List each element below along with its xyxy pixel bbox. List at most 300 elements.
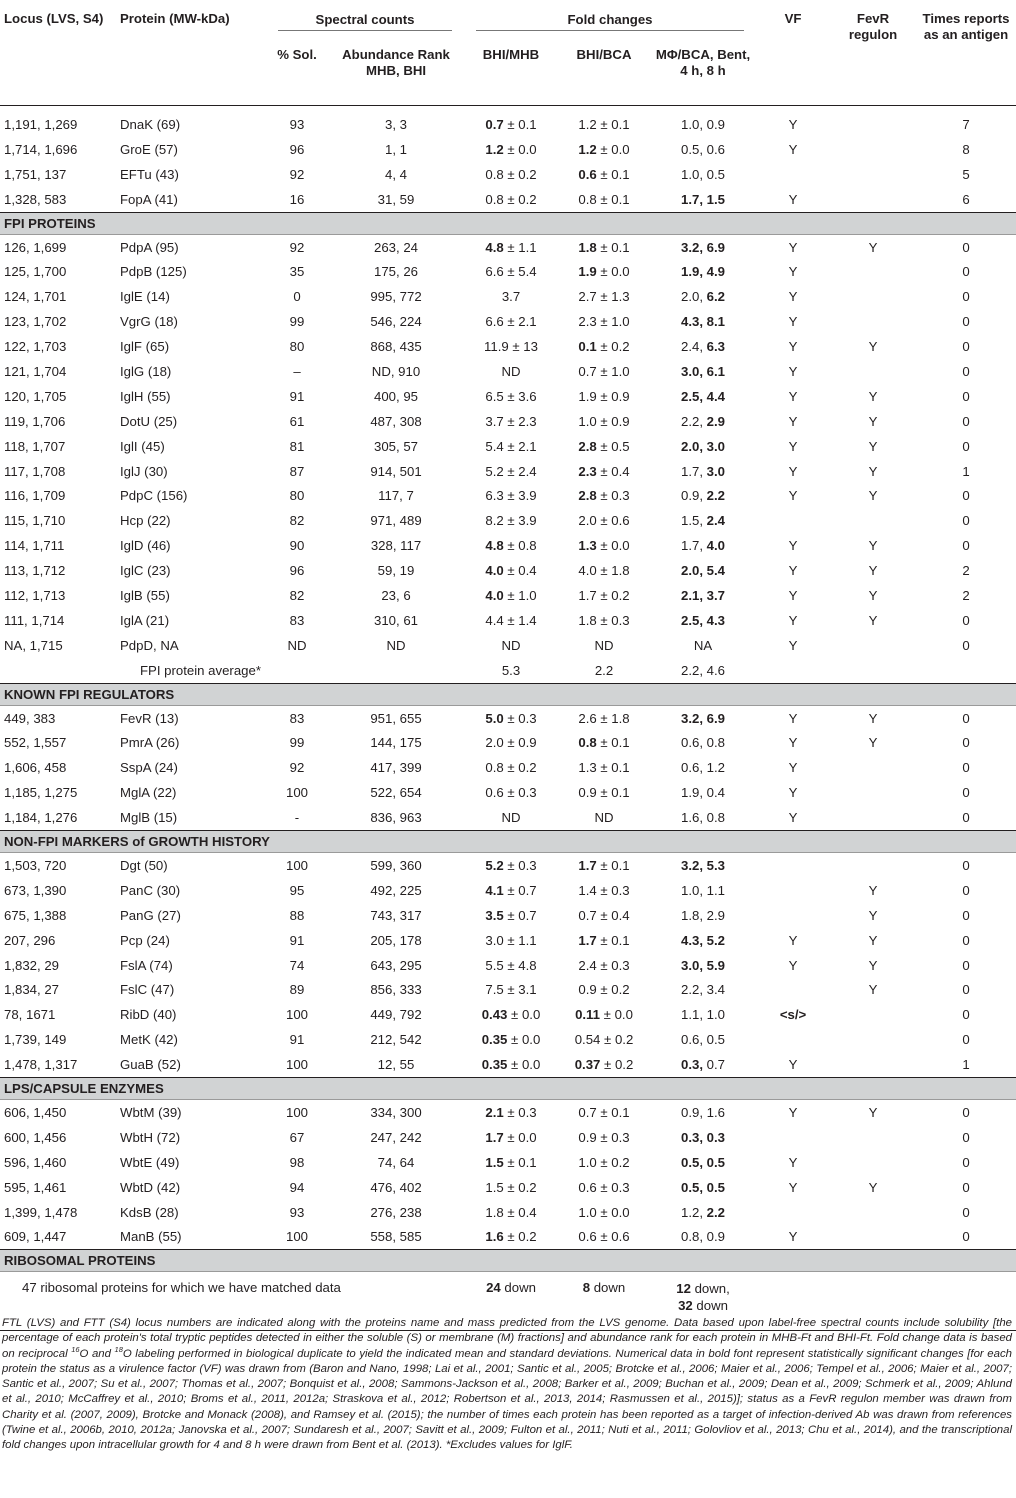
times-cell: 5 xyxy=(962,166,970,182)
bhi-bca-cell: 0.6 ± 0.3 xyxy=(578,1179,630,1195)
locus-cell: 1,751, 137 xyxy=(4,166,67,182)
protein-cell: FopA (41) xyxy=(120,191,178,207)
bhi-mhb-cell: ND xyxy=(501,363,521,379)
vf-cell: Y xyxy=(788,339,798,355)
solubility-cell: 90 xyxy=(289,538,305,554)
fevr-cell xyxy=(830,1225,916,1250)
mphi-cell: 1.6, 0.8 xyxy=(681,810,725,826)
locus-cell: 122, 1,703 xyxy=(4,339,67,355)
protein-cell: Dgt (50) xyxy=(120,857,168,873)
protein-cell: PmrA (26) xyxy=(120,735,180,751)
fevr-cell: Y xyxy=(868,463,878,479)
table-row xyxy=(0,608,1016,633)
solubility-cell: 100 xyxy=(285,1057,308,1073)
abundance-cell: 487, 308 xyxy=(370,413,422,429)
bhi-mhb-cell: 0.8 ± 0.2 xyxy=(485,760,537,776)
abundance-cell: 328, 117 xyxy=(370,538,422,554)
table-row xyxy=(0,953,1016,978)
bhi-bca-cell: 1.8 ± 0.1 xyxy=(578,239,630,255)
bhi-mhb-cell: 5.2 ± 2.4 xyxy=(485,463,537,479)
mphi-cell: 0.3, 0.7 xyxy=(681,1057,726,1073)
abundance-cell: 971, 489 xyxy=(370,513,422,529)
bhi-bca-cell: 0.9 ± 0.3 xyxy=(578,1129,630,1145)
table-row xyxy=(0,878,1016,903)
abundance-cell: 205, 178 xyxy=(370,932,422,948)
mphi-cell: 2.0, 5.4 xyxy=(681,563,725,579)
abundance-cell: ND, 910 xyxy=(371,363,421,379)
table-row xyxy=(0,1027,1016,1052)
fevr-cell xyxy=(830,309,916,334)
mphi-cell: 1.5, 2.4 xyxy=(681,513,726,529)
abundance-cell: 951, 655 xyxy=(370,710,422,726)
bhi-bca-cell: 0.37 ± 0.2 xyxy=(574,1057,634,1073)
fevr-cell: Y xyxy=(868,239,878,255)
protein-cell: IglH (55) xyxy=(120,388,171,404)
times-cell: 0 xyxy=(962,239,970,255)
fevr-cell xyxy=(830,359,916,384)
bhi-bca-cell: 1.0 ± 0.9 xyxy=(578,413,630,429)
vf-cell xyxy=(756,878,830,903)
fevr-cell xyxy=(830,1052,916,1077)
bhi-mhb-cell: 4.4 ± 1.4 xyxy=(485,612,537,628)
locus-cell: 600, 1,456 xyxy=(4,1129,67,1145)
bhi-bca-cell: 1.8 ± 0.3 xyxy=(578,612,630,628)
vf-cell xyxy=(756,853,830,878)
protein-cell: DnaK (69) xyxy=(120,116,181,132)
abundance-cell: 144, 175 xyxy=(370,735,422,751)
locus-cell: 1,714, 1,696 xyxy=(4,141,78,157)
mphi-cell: 2.4, 6.3 xyxy=(681,339,726,355)
table-row xyxy=(0,409,1016,434)
protein-cell: WbtD (42) xyxy=(120,1179,181,1195)
bhi-mhb-cell: 5.0 ± 0.3 xyxy=(485,710,537,726)
ribosomal-label: 47 ribosomal proteins for which we have matched data xyxy=(0,1272,464,1331)
table-row xyxy=(0,1125,1016,1150)
fevr-cell xyxy=(830,162,916,187)
bhi-bca-cell: 1.9 ± 0.9 xyxy=(578,388,630,404)
mphi-cell: 3.0, 5.9 xyxy=(681,957,725,973)
protein-cell: PdpC (156) xyxy=(120,488,188,504)
protein-cell: FslC (47) xyxy=(120,982,175,998)
fevr-cell: Y xyxy=(868,413,878,429)
mphi-cell: 0.3, 0.3 xyxy=(681,1129,725,1145)
bhi-mhb-cell: 4.1 ± 0.7 xyxy=(485,882,537,898)
times-cell: 0 xyxy=(962,810,970,826)
abundance-cell: 449, 792 xyxy=(370,1007,422,1023)
times-cell: 0 xyxy=(962,637,970,653)
mphi-cell: 0.5, 0.6 xyxy=(681,141,725,157)
abundance-cell: 643, 295 xyxy=(370,957,422,973)
times-cell: 0 xyxy=(962,907,970,923)
solubility-cell: 100 xyxy=(285,1105,308,1120)
abundance-cell: 400, 95 xyxy=(374,388,418,404)
vf-cell: Y xyxy=(788,810,798,826)
bhi-mhb-cell: 3.5 ± 0.7 xyxy=(485,907,537,923)
bhi-bca-cell: 0.9 ± 0.2 xyxy=(578,982,630,998)
bhi-mhb-cell: ND xyxy=(501,810,521,826)
solubility-cell: – xyxy=(293,363,301,379)
mphi-cell: 4.3, 5.2 xyxy=(681,932,725,948)
locus-cell: 595, 1,461 xyxy=(4,1179,67,1195)
fevr-cell: Y xyxy=(868,957,878,973)
bhi-bca-cell: 0.11 ± 0.0 xyxy=(575,1007,633,1023)
table-row xyxy=(0,384,1016,409)
locus-cell: 1,399, 1,478 xyxy=(4,1204,78,1220)
col-mphi: MΦ/BCA, Bent, 4 h, 8 h xyxy=(655,47,751,78)
protein-cell: IglF (65) xyxy=(120,339,170,355)
solubility-cell: 100 xyxy=(285,1229,308,1245)
protein-cell: Pcp (24) xyxy=(120,932,170,948)
times-cell: 2 xyxy=(962,563,970,579)
abundance-cell: 417, 399 xyxy=(370,760,422,776)
table-row xyxy=(0,755,1016,780)
bhi-mhb-cell: 6.3 ± 3.9 xyxy=(485,488,537,504)
average-label: FPI protein average* xyxy=(140,662,261,678)
table-row xyxy=(0,1175,1016,1200)
mphi-cell: 2.1, 3.7 xyxy=(681,587,725,603)
times-cell: 2 xyxy=(962,587,970,603)
bhi-bca-cell: 0.1 ± 0.2 xyxy=(578,339,630,355)
vf-cell: Y xyxy=(788,932,798,948)
locus-cell: 124, 1,701 xyxy=(4,289,67,305)
col-vf: VF xyxy=(784,11,802,26)
mphi-cell: 0.6, 0.5 xyxy=(681,1032,725,1048)
solubility-cell: 100 xyxy=(285,857,308,873)
times-cell: 0 xyxy=(962,1179,970,1195)
vf-cell: Y xyxy=(788,438,798,454)
abundance-cell: 310, 61 xyxy=(374,612,418,628)
mphi-cell: 2.0, 3.0 xyxy=(681,438,725,454)
solubility-cell: 16 xyxy=(289,191,305,207)
protein-cell: FslA (74) xyxy=(120,957,173,973)
solubility-cell: 93 xyxy=(289,116,305,132)
fevr-cell xyxy=(830,187,916,212)
fevr-cell xyxy=(830,1002,916,1027)
table-row xyxy=(0,137,1016,162)
protein-cell: GroE (57) xyxy=(120,141,178,157)
fevr-cell xyxy=(830,658,916,683)
bhi-mhb-cell: 3.0 ± 1.1 xyxy=(485,932,537,948)
table-row xyxy=(0,1052,1016,1077)
protein-cell: IglJ (30) xyxy=(120,463,168,479)
bhi-mhb-cell: 1.6 ± 0.2 xyxy=(485,1229,537,1245)
mphi-cell: 3.2, 5.3 xyxy=(681,857,725,873)
abundance-cell: 276, 238 xyxy=(370,1204,422,1220)
bhi-bca-cell: 2.4 ± 0.3 xyxy=(578,957,630,973)
bhi-bca-cell: 2.8 ± 0.5 xyxy=(578,438,630,454)
mphi-cell: 1.8, 2.9 xyxy=(681,907,725,923)
protein-cell: ManB (55) xyxy=(120,1229,182,1245)
mphi-cell: 1.0, 1.1 xyxy=(681,882,725,898)
locus-cell: 673, 1,390 xyxy=(4,882,67,898)
vf-cell: Y xyxy=(788,538,798,554)
table-row xyxy=(0,106,1016,137)
solubility-cell: 91 xyxy=(289,932,305,948)
fevr-cell: Y xyxy=(868,587,878,603)
mphi-cell: 0.9, 2.2 xyxy=(681,488,726,504)
abundance-cell: 3, 3 xyxy=(385,116,407,132)
table-row xyxy=(0,1100,1016,1125)
mphi-cell: 0.6, 1.2 xyxy=(681,760,725,776)
solubility-cell: 100 xyxy=(285,1007,308,1023)
times-cell: 1 xyxy=(962,463,970,479)
bhi-mhb-cell: 0.43 ± 0.0 xyxy=(481,1007,541,1023)
locus-cell: 117, 1,708 xyxy=(4,463,66,479)
vf-cell xyxy=(756,162,830,187)
solubility-cell: 99 xyxy=(289,314,305,330)
protein-cell: PdpA (95) xyxy=(120,239,179,255)
vf-cell: Y xyxy=(788,1105,798,1120)
bhi-mhb-cell: 0.7 ± 0.1 xyxy=(485,116,537,132)
times-cell: 0 xyxy=(962,612,970,628)
bhi-bca-cell: 2.3 ± 1.0 xyxy=(578,314,630,330)
vf-cell: Y xyxy=(788,1229,798,1245)
abundance-cell: 836, 963 xyxy=(370,810,422,826)
bhi-bca-cell: 0.8 ± 0.1 xyxy=(578,191,630,207)
col-times: Times reports as an antigen xyxy=(922,11,1010,42)
abundance-cell: 212, 542 xyxy=(370,1032,422,1048)
mphi-cell: 0.9, 1.6 xyxy=(681,1105,725,1120)
section-header xyxy=(0,1078,1016,1100)
locus-cell: 123, 1,702 xyxy=(4,314,67,330)
col-protein: Protein (MW-kDa) xyxy=(120,11,230,26)
protein-cell: WbtM (39) xyxy=(120,1105,182,1120)
locus-cell: 1,832, 29 xyxy=(4,957,59,973)
mphi-cell: 0.5, 0.5 xyxy=(681,1179,725,1195)
vf-cell: Y xyxy=(788,612,798,628)
mphi-cell: 1.7, 1.5 xyxy=(681,191,725,207)
locus-cell: 1,184, 1,276 xyxy=(4,810,78,826)
solubility-cell: 91 xyxy=(289,1032,305,1048)
section-title: LPS/CAPSULE ENZYMES xyxy=(0,1078,1016,1100)
table-row xyxy=(0,1200,1016,1225)
vf-cell: Y xyxy=(788,735,798,751)
locus-cell: 119, 1,706 xyxy=(4,413,66,429)
vf-cell: Y xyxy=(788,637,798,653)
bhi-bca-cell: 4.0 ± 1.8 xyxy=(578,563,630,579)
locus-cell: 596, 1,460 xyxy=(4,1154,67,1170)
bhi-mhb-cell: 1.8 ± 0.4 xyxy=(485,1204,537,1220)
vf-cell: Y xyxy=(788,314,798,330)
bhi-bca-cell: 0.54 ± 0.2 xyxy=(574,1032,634,1048)
locus-cell: 609, 1,447 xyxy=(4,1229,67,1245)
bhi-mhb-cell: 3.7 xyxy=(501,289,521,305)
table-row xyxy=(0,780,1016,805)
vf-cell: Y xyxy=(788,760,798,776)
mphi-cell: 1.0, 0.9 xyxy=(681,116,725,132)
abundance-cell: 522, 654 xyxy=(370,785,422,801)
protein-cell: MglB (15) xyxy=(120,810,178,826)
times-cell: 0 xyxy=(962,289,970,305)
bhi-bca-cell: 1.2 ± 0.1 xyxy=(578,116,630,132)
locus-cell: 449, 383 xyxy=(4,710,56,726)
table-row xyxy=(0,558,1016,583)
col-fevr: FevR regulon xyxy=(848,11,898,42)
times-cell: 0 xyxy=(962,1105,970,1120)
times-cell xyxy=(916,658,1016,683)
table-row xyxy=(0,533,1016,558)
fevr-cell xyxy=(830,1125,916,1150)
bhi-mhb-cell: 4.8 ± 0.8 xyxy=(485,538,537,554)
abundance-cell: 334, 300 xyxy=(370,1105,422,1120)
fevr-cell xyxy=(830,1200,916,1225)
section-header xyxy=(0,1250,1016,1272)
bhi-bca-cell: 1.7 ± 0.1 xyxy=(578,857,630,873)
table-row xyxy=(0,1150,1016,1175)
vf-cell: Y xyxy=(788,563,798,579)
bhi-mhb-cell: 1.7 ± 0.0 xyxy=(485,1129,537,1145)
vf-cell: Y xyxy=(788,1057,798,1073)
fevr-cell: Y xyxy=(868,488,878,504)
locus-cell: 1,328, 583 xyxy=(4,191,67,207)
protein-cell: SspA (24) xyxy=(120,760,178,776)
solubility-cell: 80 xyxy=(289,339,305,355)
abundance-cell: 868, 435 xyxy=(370,339,422,355)
fevr-cell xyxy=(830,780,916,805)
abundance-cell: 995, 772 xyxy=(370,289,422,305)
times-cell: 0 xyxy=(962,363,970,379)
bhi-mhb-cell: 0.35 ± 0.0 xyxy=(481,1032,541,1048)
times-cell: 0 xyxy=(962,735,970,751)
solubility-cell: 99 xyxy=(289,735,305,751)
fevr-cell: Y xyxy=(868,339,878,355)
col-group-fold: Fold changes xyxy=(464,0,756,43)
locus-cell: 1,606, 458 xyxy=(4,760,67,776)
table-row xyxy=(0,805,1016,830)
bhi-bca-cell: 0.9 ± 0.1 xyxy=(578,785,630,801)
col-sol: % Sol. xyxy=(277,47,317,62)
locus-cell: 113, 1,712 xyxy=(4,563,66,579)
table-row xyxy=(0,583,1016,608)
table-row xyxy=(0,359,1016,384)
locus-cell: 1,834, 27 xyxy=(4,982,59,998)
abundance-cell: 263, 24 xyxy=(374,239,418,255)
bhi-bca-cell: 0.7 ± 1.0 xyxy=(578,363,630,379)
abundance-cell: 74, 64 xyxy=(377,1154,415,1170)
table-row xyxy=(0,853,1016,878)
table-row xyxy=(0,234,1016,259)
times-cell: 0 xyxy=(962,957,970,973)
locus-cell: 118, 1,707 xyxy=(4,438,66,454)
solubility-cell: 0 xyxy=(293,289,301,305)
times-cell: 0 xyxy=(962,1229,970,1245)
abundance-cell: 914, 501 xyxy=(370,463,422,479)
bhi-mhb-cell: 1.2 ± 0.0 xyxy=(485,141,537,157)
vf-cell: Y xyxy=(788,463,798,479)
fevr-cell xyxy=(830,284,916,309)
bhi-bca-cell: ND xyxy=(594,810,614,826)
times-cell: 0 xyxy=(962,488,970,504)
vf-cell: Y xyxy=(788,141,798,157)
table-row xyxy=(0,459,1016,484)
fevr-cell: Y xyxy=(868,982,878,998)
protein-cell: MetK (42) xyxy=(120,1032,178,1048)
locus-cell: 111, 1,714 xyxy=(4,612,65,628)
bhi-bca-cell: 1.4 ± 0.3 xyxy=(578,882,630,898)
locus-cell: 114, 1,711 xyxy=(4,538,65,554)
locus-cell: 116, 1,709 xyxy=(4,488,66,504)
table-row xyxy=(0,334,1016,359)
bhi-bca-cell: ND xyxy=(594,637,614,653)
times-cell: 0 xyxy=(962,413,970,429)
col-locus: Locus (LVS, S4) xyxy=(4,11,104,26)
times-cell: 0 xyxy=(962,1204,970,1220)
mphi-cell: 1.1, 1.0 xyxy=(681,1007,725,1023)
solubility-cell: 80 xyxy=(289,488,305,504)
times-cell: 0 xyxy=(962,710,970,726)
table-row xyxy=(0,483,1016,508)
abundance-cell: 856, 333 xyxy=(370,982,422,998)
vf-cell: Y xyxy=(788,289,798,305)
table-row xyxy=(0,1225,1016,1250)
vf-cell: Y xyxy=(788,785,798,801)
bhi-mhb-cell: 2.0 ± 0.9 xyxy=(485,735,537,751)
section-header xyxy=(0,683,1016,705)
solubility-cell: 92 xyxy=(289,166,305,182)
times-cell: 0 xyxy=(962,314,970,330)
vf-cell: Y xyxy=(788,363,798,379)
fevr-cell: Y xyxy=(868,612,878,628)
mphi-cell: 1.7, 3.0 xyxy=(681,463,726,479)
protein-cell: IglA (21) xyxy=(120,612,170,628)
bhi-mhb-cell: 1.5 ± 0.2 xyxy=(485,1179,537,1195)
locus-cell: 121, 1,704 xyxy=(4,363,67,379)
vf-cell xyxy=(756,658,830,683)
vf-cell: Y xyxy=(788,239,798,255)
protein-cell: FevR (13) xyxy=(120,710,179,726)
mphi-cell: 1.0, 0.5 xyxy=(681,166,725,182)
fevr-cell xyxy=(830,633,916,658)
protein-cell: PanC (30) xyxy=(120,882,181,898)
times-cell: 8 xyxy=(962,141,970,157)
fevr-cell: Y xyxy=(868,563,878,579)
abundance-cell: 23, 6 xyxy=(381,587,411,603)
fevr-cell: Y xyxy=(868,882,878,898)
solubility-cell: 89 xyxy=(289,982,305,998)
bhi-bca-cell: 8 down xyxy=(558,1272,650,1331)
protein-cell: DotU (25) xyxy=(120,413,178,429)
vf-cell: <s/> xyxy=(779,1007,807,1023)
solubility-cell: 61 xyxy=(289,413,305,429)
times-cell: 1 xyxy=(962,1057,970,1073)
bhi-bca-cell: 0.7 ± 0.1 xyxy=(578,1105,630,1120)
vf-cell: Y xyxy=(788,388,798,404)
table-row xyxy=(0,309,1016,334)
table-row xyxy=(0,508,1016,533)
fevr-cell: Y xyxy=(868,438,878,454)
mphi-cell: 1.9, 4.9 xyxy=(681,264,725,280)
vf-cell: Y xyxy=(788,191,798,207)
bhi-mhb-cell: 5.4 ± 2.1 xyxy=(485,438,537,454)
mphi-cell: NA xyxy=(693,637,713,653)
locus-cell: 112, 1,713 xyxy=(4,587,66,603)
protein-cell: PdpB (125) xyxy=(120,264,187,280)
solubility-cell: 94 xyxy=(289,1179,305,1195)
locus-cell: 1,191, 1,269 xyxy=(4,116,78,132)
solubility-cell: 74 xyxy=(289,957,305,973)
times-cell: 0 xyxy=(962,513,970,529)
mphi-cell: 3.0, 6.1 xyxy=(681,363,725,379)
bhi-bca-cell: 2.3 ± 0.4 xyxy=(578,463,630,479)
abundance-cell: 247, 242 xyxy=(370,1129,422,1145)
table-row xyxy=(0,633,1016,658)
times-cell: 7 xyxy=(962,116,970,132)
bhi-mhb-cell: 4.8 ± 1.1 xyxy=(485,239,537,255)
bhi-mhb-cell: 8.2 ± 3.9 xyxy=(485,513,537,529)
section-title: NON-FPI MARKERS of GROWTH HISTORY xyxy=(0,831,1016,853)
protein-cell: IglD (46) xyxy=(120,538,171,554)
bhi-bca-cell: 1.3 ± 0.0 xyxy=(578,538,630,554)
